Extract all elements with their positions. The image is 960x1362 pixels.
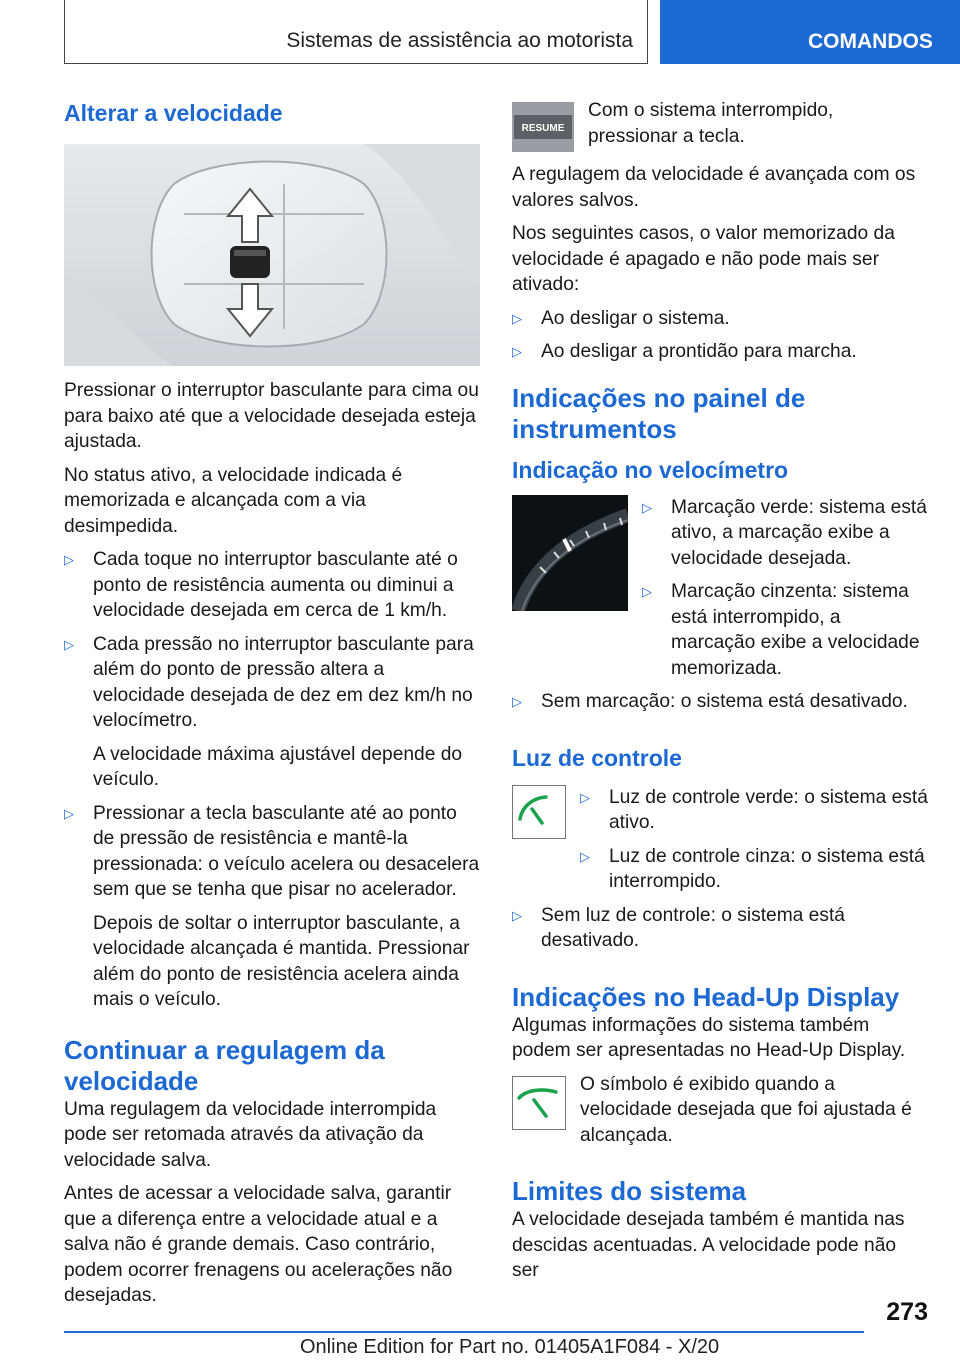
heading-luz-controle: Luz de controle <box>512 744 682 771</box>
resume-label: RESUME <box>521 123 565 134</box>
left-column <box>64 98 480 1317</box>
right-column <box>512 98 928 1292</box>
paragraph: Nos seguintes casos, o valor memorizado da velocidade é apagado e não pode mais ser ativado: <box>512 223 895 295</box>
paragraph: No status ativo, a velocidade indicada é memorizada e alcançada com a via desimpedida. <box>64 464 403 537</box>
heading-alterar-velocidade: Alterar a velocidade <box>64 100 283 126</box>
steering-switch-image <box>64 144 480 366</box>
list-item <box>64 632 480 793</box>
triangle-bullet-icon: ▷ <box>64 552 74 567</box>
triangle-bullet-icon: ▷ <box>580 789 590 805</box>
resume-text: Com o sistema interrompido, pressionar a tecla. <box>588 100 834 147</box>
heading-velocimetro: Indicação no velocímetro <box>512 456 789 483</box>
triangle-bullet-icon: ▷ <box>642 499 652 515</box>
list-item-text: Sem marcação: o sistema está desativado. <box>541 691 908 712</box>
resume-row <box>512 98 928 152</box>
hud-row <box>512 1072 928 1149</box>
list-item-text: Marcação verde: sistema está ativo, a marcação exibe a velocidade desejada. <box>671 496 927 569</box>
hud-text: O símbolo é exibido quando a velocidade desejada que foi ajustada é alcançada. <box>580 1073 912 1146</box>
list-item-text: Ao desligar o sistema. <box>541 307 730 329</box>
triangle-bullet-icon: ▷ <box>642 584 652 599</box>
paragraph: Uma regulagem da velocidade interrompida pode ser retomada através da ativação da velocidade salva. <box>64 1098 437 1171</box>
triangle-bullet-icon: ▷ <box>512 310 522 326</box>
list-item-text: Luz de controle cinza: o sistema está interrompido. <box>609 845 925 892</box>
speedometer-row <box>512 495 928 690</box>
triangle-bullet-icon: ▷ <box>580 848 590 864</box>
list-item <box>64 801 480 1013</box>
heading-continuar-regulagem: Continuar a regulagem da velocidade <box>64 1034 385 1096</box>
list-item <box>512 339 928 365</box>
list-item-text: Marcação cinzenta: sistema está interrompido, a marcação exibe a velocidade memorizada. <box>671 581 920 679</box>
list-item <box>580 844 928 895</box>
chapter-tab[interactable]: COMANDOS <box>660 0 960 64</box>
heading-limites-sistema: Limites do sistema <box>512 1176 747 1206</box>
list-item <box>642 579 928 681</box>
list-item-text: Cada pressão no interruptor basculante para além do ponto de pressão altera a velocidade desejada de dez em dez km/h no velocímetro. <box>93 633 474 731</box>
paragraph: A velocidade desejada também é mantida nas descidas acentuadas. A velocidade pode não ser <box>512 1209 905 1281</box>
paragraph: Antes de acessar a velocidade salva, garantir que a diferença entre a velocidade atual e a salva não é grande demais. Caso contrário, podem ocorrer frenagens ou acelerações não desejadas. <box>64 1183 453 1306</box>
triangle-bullet-icon: ▷ <box>512 907 522 923</box>
speedometer-image <box>512 495 628 611</box>
list-item-text: Pressionar a tecla basculante até ao ponto de pressão de resistência e mantê-la pressionada: o veículo acelera ou desacelera sem que se tenha que pisar no acelerador. <box>93 802 480 900</box>
triangle-bullet-icon: ▷ <box>64 636 74 652</box>
page-number: 273 <box>886 1298 928 1326</box>
cruise-indicator-icon <box>512 785 566 839</box>
list-item-text: Cada toque no interruptor basculante até o ponto de resistência aumenta ou diminui a velocidade desejada em cerca de 1 km/h. <box>93 549 458 621</box>
list-item <box>512 306 928 332</box>
paragraph: Pressionar o interruptor basculante para cima ou para baixo até que a velocidade desejada esteja ajustada. <box>64 380 479 452</box>
triangle-bullet-icon: ▷ <box>512 344 522 359</box>
list-item-text: Ao desligar a prontidão para marcha. <box>541 341 857 362</box>
list-item-note: A velocidade máxima ajustável depende do veículo. <box>93 743 463 790</box>
list-item <box>64 547 480 624</box>
paragraph: A regulagem da velocidade é avançada com os valores salvos. <box>512 164 916 211</box>
section-title: Sistemas de assistência ao motorista <box>286 29 633 52</box>
control-light-row <box>512 785 928 903</box>
list-item-note: Depois de soltar o interruptor basculante, a velocidade alcançada é mantida. Pressionar além do ponto de resistência acelera ainda mais o veículo. <box>93 912 470 1010</box>
header-frame <box>64 0 648 64</box>
list-item <box>642 495 928 572</box>
resume-button-image <box>512 102 574 152</box>
hud-speed-reached-icon <box>512 1076 566 1130</box>
list-item-text: Sem luz de controle: o sistema está desativado. <box>541 904 845 951</box>
paragraph: Algumas informações do sistema também podem ser apresentadas no Head-Up Display. <box>512 1014 906 1061</box>
list-item <box>512 903 928 954</box>
list-item <box>580 785 928 836</box>
heading-head-up-display: Indicações no Head-Up Display <box>512 981 900 1012</box>
edition-text: Online Edition for Part no. 01405A1F084 - X/20 <box>300 1336 720 1358</box>
heading-painel-instrumentos: Indicações no painel de instrumentos <box>512 382 806 444</box>
list-item-text: Luz de controle verde: o sistema está ativo. <box>609 786 928 833</box>
triangle-bullet-icon: ▷ <box>512 694 522 709</box>
list-item <box>512 689 928 715</box>
footer-divider <box>64 1331 864 1333</box>
triangle-bullet-icon: ▷ <box>64 805 74 821</box>
